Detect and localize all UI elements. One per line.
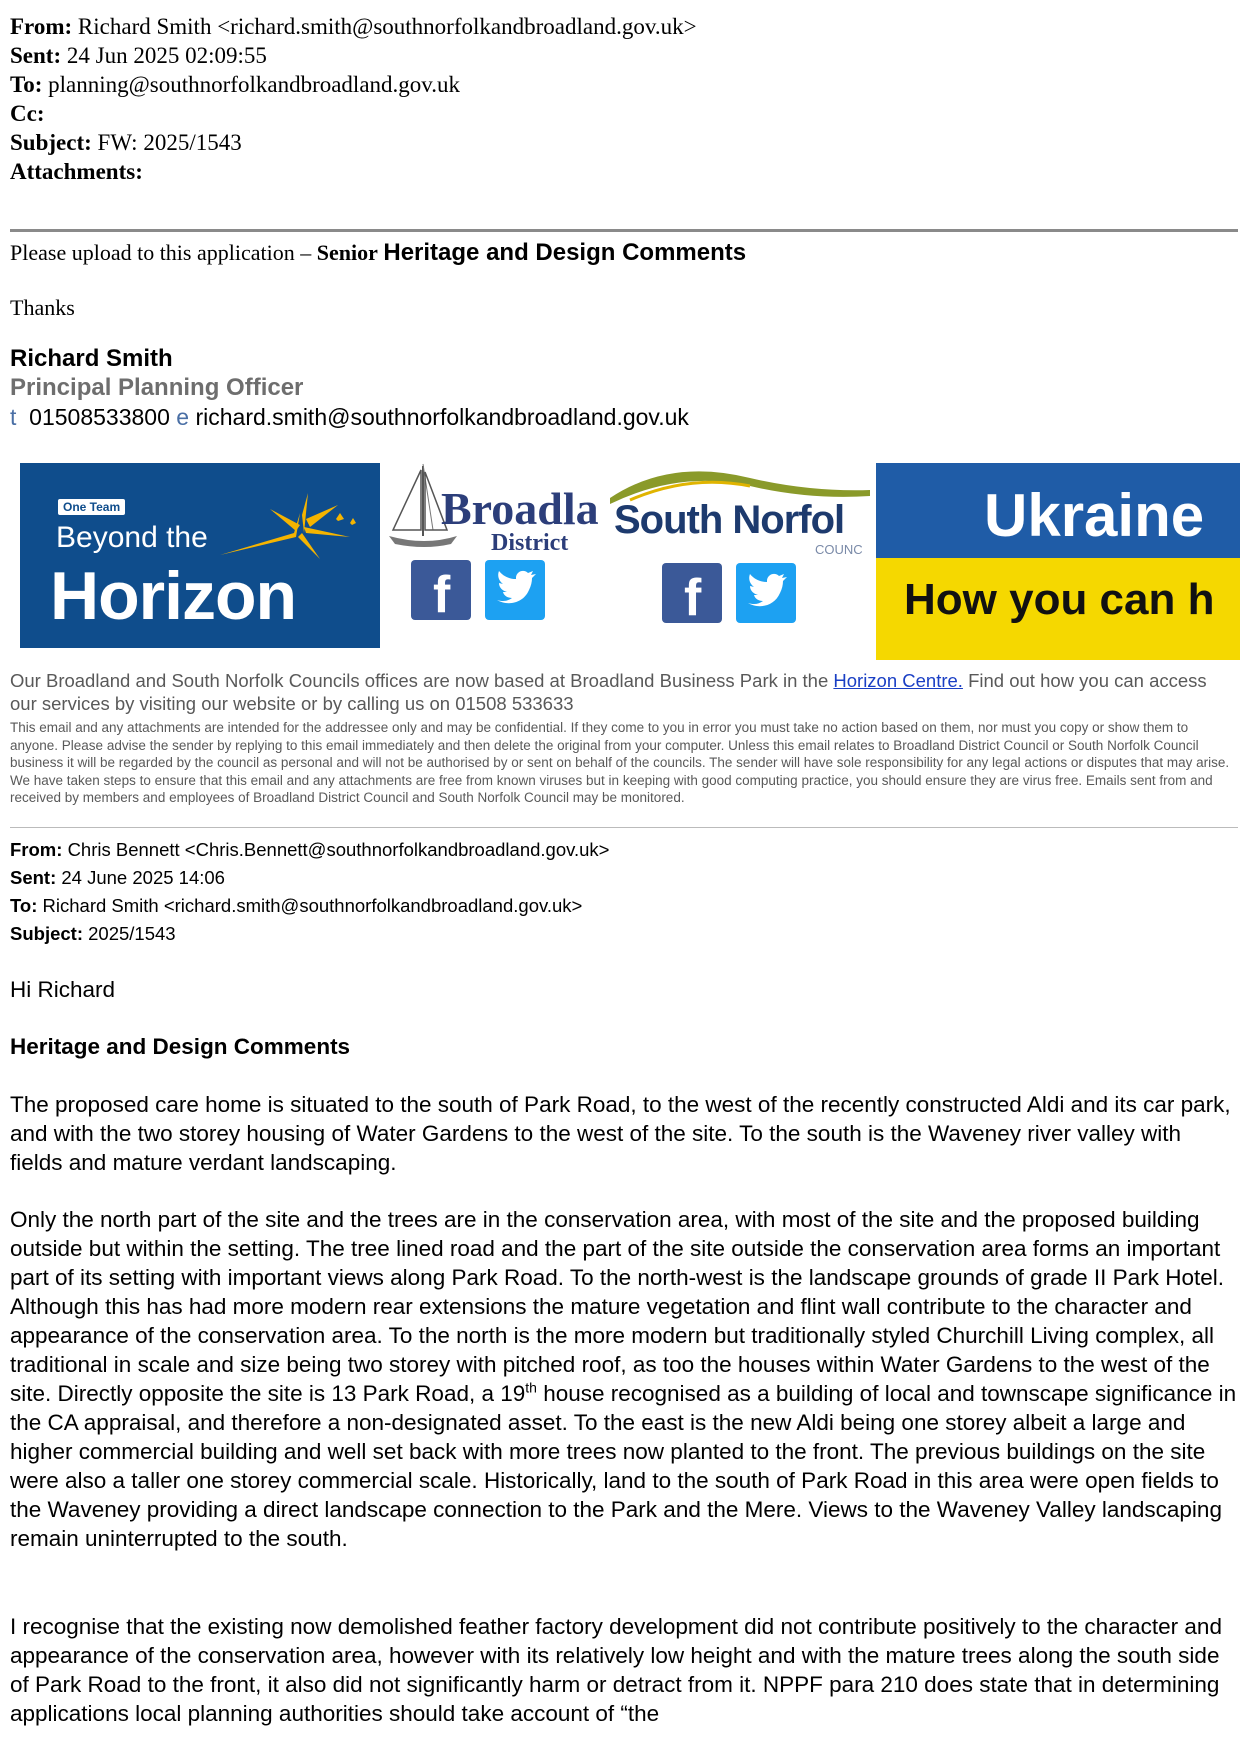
ukraine-subtitle: How you can h [904,575,1215,624]
broadland-name: Broadla [441,483,599,534]
paragraph-1: The proposed care home is situated to the south of Park Road, to the west of the recently constructed Aldi and its car park, and with the two storey housing of Water Gardens to the west of the site. To the south is the Waveney river valley with fields and mature verdant landscaping. [10,1092,1231,1175]
signature-name: Richard Smith [10,345,173,372]
to-value[interactable]: planning@southnorfolkandbroadland.gov.uk [48,72,461,97]
paragraph-3: I recognise that the existing now demolished feather factory development did not contribute positively to the character and appearance of the conservation area, however with its relatively low height and with the mature trees along the south side of Park Road to the front, it also did not significantly harm or detract from it. NPPF para 210 does state that in determining applications local planning authorities should take account of “the [10,1614,1222,1726]
email-disclaimer: This email and any attachments are intended for the addressee only and may be confidential. If they come to you in error you must take no action based on them, nor must you copy or show them to anyone. Please advise the sender by replying to this email immediately and then delete the original from your computer. Unless this email relates to Broadland District Council or South Norfolk Council business it will be regarded by the council as personal and will not be authorised by or sent on behalf of the councils. The sender will have sole responsibility for any legal actions or disputes that may arise. We have taken steps to ensure that this email and any attachments are free from known viruses but in keeping with good computing practice, you should ensure they are virus free. Emails sent from and received by members and employees of Broadland District Council and South Norfolk Council may be monitored. [10,720,1230,805]
thanks-line: Thanks [10,295,75,320]
beyond-the-horizon-banner[interactable] [20,463,380,648]
fwd-from-row: From: Chris Bennett <Chris.Bennett@southnorfolkandbroadland.gov.uk> [10,839,610,860]
south-norfolk-logo[interactable] [610,460,870,625]
subject-value: FW: 2025/1543 [97,130,242,155]
header-divider [10,229,1238,232]
sent-row: Sent: 24 Jun 2025 02:09:55 [10,43,267,68]
svg-text:f: f [684,569,702,623]
from-value[interactable]: Richard Smith <richard.smith@southnorfolkandbroadland.gov.uk> [77,14,697,39]
facebook-icon[interactable] [662,563,722,623]
attachments-row: Attachments: [10,159,143,184]
fwd-sent-row: Sent: 24 June 2025 14:06 [10,867,225,888]
sent-value: 24 Jun 2025 02:09:55 [66,43,267,68]
greeting: Hi Richard [10,977,116,1002]
ukraine-banner[interactable] [876,463,1240,660]
cc-row: Cc: [10,101,45,126]
forwarded-header [10,836,609,948]
fwd-to-value[interactable]: Richard Smith <richard.smith@southnorfolkandbroadland.gov.uk> [42,895,583,916]
fwd-from-value[interactable]: Chris Bennett <Chris.Bennett@southnorfolkandbroadland.gov.uk> [67,839,610,860]
comments-heading: Heritage and Design Comments [10,1034,351,1059]
twitter-icon[interactable] [485,560,545,620]
signature-phone[interactable]: 01508533800 [29,404,170,430]
paragraph-2: Only the north part of the site and the trees are in the conservation area, with most of the site and the proposed building outside but within the setting. The tree lined road and the part of the site outside the conservation area forms an important part of its setting with important views along Park Road. To the north-west is the landscape grounds of grade II Park Hotel. Although this has had more modern rear extensions the mature vegetation and flint wall contribute to the character and appearance of the conservation area. To the north is the more modern but traditionally styled Churchill Living complex, all traditional in scale and size being two storey with pitched roof, as too the houses within Water Gardens to the west of the site. Directly opposite the site is 13 Park Road, a 19th house recognised as a building of local and townscape significance in the CA appraisal, and therefore a non-designated asset. To the east is the new Aldi being one storey albeit a large and higher commercial building and well set back with more trees now planted to the front. The previous buildings on the site were also a taller one storey commercial scale. Historically, land to the south of Park Road in this area were open fields to the Waveney providing a direct landscape connection to the Park and the Mere. Views to the Waveney Valley landscaping remain uninterrupted to the south. [10,1207,1237,1551]
intro-line: Please upload to this application – Senior Heritage and Design Comments [10,239,747,266]
subject-row: Subject: FW: 2025/1543 [10,130,242,155]
ukraine-title: Ukraine [984,482,1205,549]
to-row: To: planning@southnorfolkandbroadland.gov.uk [10,72,461,97]
broadland-sub: District [491,530,569,556]
fwd-to-row: To: Richard Smith <richard.smith@southnorfolkandbroadland.gov.uk> [10,895,583,916]
fwd-subject-row: Subject: 2025/1543 [10,923,176,944]
south-norfolk-sub: COUNC [815,542,863,557]
svg-text:f: f [433,566,451,620]
from-row: From: Richard Smith <richard.smith@southnorfolkandbroadland.gov.uk> [10,14,697,39]
horizon-centre-link[interactable]: Horizon Centre. [833,670,963,691]
broadland-logo[interactable] [385,460,603,625]
signature-title: Principal Planning Officer [10,374,304,401]
twitter-icon[interactable] [736,563,796,623]
horizon-line1: Beyond the [56,521,208,554]
office-notice: Our Broadland and South Norfolk Councils offices are now based at Broadland Business Park in the Horizon Centre. Find out how you can access our services by visiting our website or by calling us on 01508 533633 [10,670,1207,714]
signature-contact: t 01508533800 e richard.smith@southnorfolkandbroadland.gov.uk [10,404,689,430]
south-norfolk-name: South Norfol [614,498,845,542]
facebook-icon[interactable] [411,560,471,620]
horizon-line2: Horizon [50,558,297,634]
email-header [10,12,697,186]
one-team-tag: One Team [58,499,125,515]
forward-divider [10,827,1238,828]
signature-email[interactable]: richard.smith@southnorfolkandbroadland.gov.uk [195,404,689,430]
